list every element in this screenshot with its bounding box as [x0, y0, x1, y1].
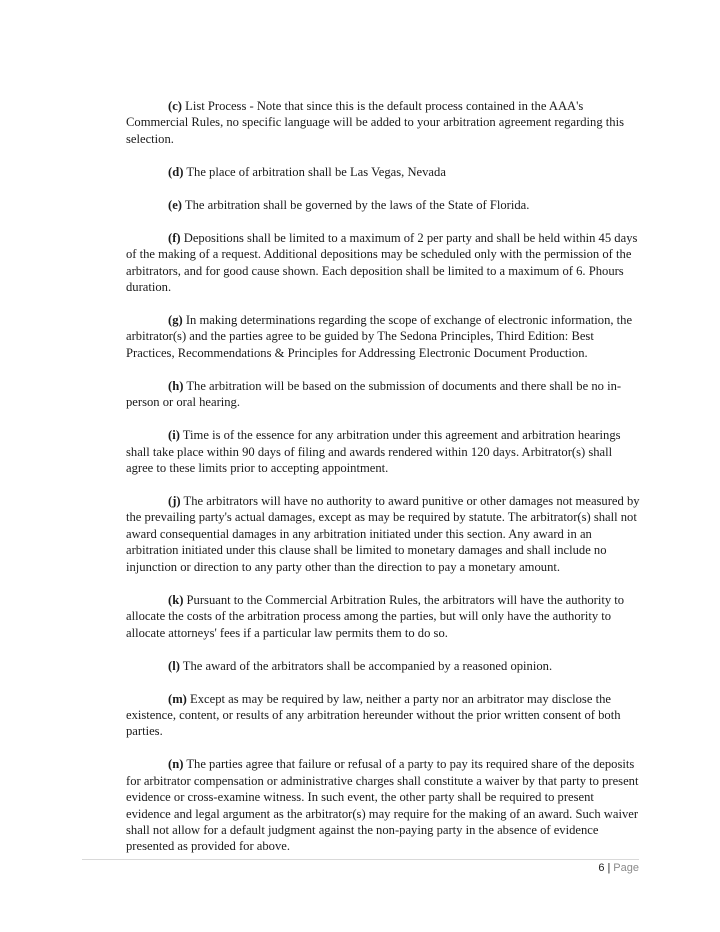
clause-label: (d): [168, 164, 184, 179]
clause-label: (m): [168, 691, 187, 706]
clause-label: (c): [168, 99, 182, 113]
clause-text: Depositions shall be limited to a maximum of 2 per party and shall be held within 45 days of the making of a request. Additional depositions may be scheduled only with the permission of the arbitrators, and for good cause shown. Each deposition shall be limited to a maximum of 6. Phours duration.: [126, 230, 638, 295]
clause-n: [126, 756, 640, 854]
clause-text: The arbitrators will have no authority to award punitive or other damages not measured by the prevailing party's actual damages, except as may be required by statute. The arbitrator(s) shall not award consequential damages in any arbitration initiated under this section. Any award in an arbitration initiated under this clause shall be limited to monetary damages and shall include no injunction or direction to any party other than the direction to pay a monetary amount.: [126, 494, 640, 574]
clause-k: [126, 592, 640, 641]
clause-label: (k): [168, 592, 184, 607]
clause-text: The place of arbitration shall be Las Vegas, Nevada: [183, 164, 446, 179]
footer-divider: [82, 859, 639, 860]
clause-label: (l): [168, 658, 180, 673]
clause-label: (e): [168, 197, 182, 212]
footer-separator: |: [607, 862, 611, 874]
clause-m: [126, 691, 640, 740]
clause-label: (f): [168, 230, 181, 245]
clause-j: [126, 493, 640, 575]
clause-label: (i): [168, 428, 180, 443]
clause-c: [126, 98, 640, 147]
clause-d: [126, 164, 640, 180]
clause-text: List Process - Note that since this is the default process contained in the AAA's Commercial Rules, no specific language will be added to your arbitration agreement regarding this selection.: [126, 99, 624, 146]
clause-text: The arbitration will be based on the submission of documents and there shall be no in-person or oral hearing.: [126, 378, 622, 410]
clause-text: In making determinations regarding the scope of exchange of electronic information, the arbitrator(s) and the parties agree to be guided by The Sedona Principles, Third Edition: Best Practices, Recommendations & Principles for Addressing Electronic Document Production.: [126, 313, 633, 360]
clause-label: (g): [168, 313, 183, 328]
clause-text: The arbitration shall be governed by the laws of the State of Florida.: [181, 197, 530, 212]
clause-h: [126, 378, 640, 411]
page-footer: [598, 862, 639, 874]
clause-g: [126, 312, 640, 361]
clause-text: The parties agree that failure or refusal of a party to pay its required share of the deposits for arbitrator compensation or administrative charges shall constitute a waiver by that party to present evidence or cross-examine witness. In such event, the other party shall be required to present evidence and legal argument as the arbitrator(s) may require for the making of an award. Such waiver shall not allow for a default judgment against the non-paying party in the absence of evidence presented as provided for above.: [126, 757, 639, 854]
clause-text: Pursuant to the Commercial Arbitration Rules, the arbitrators will have the authority to allocate the costs of the arbitration process among the parties, but will only have the authority to allocate attorneys' fees if a particular law permits them to do so.: [126, 592, 625, 640]
clause-l: [126, 658, 640, 674]
clause-label: (j): [168, 494, 181, 509]
clause-label: (n): [168, 757, 184, 772]
document-body: [126, 98, 640, 871]
clause-text: The award of the arbitrators shall be accompanied by a reasoned opinion.: [179, 658, 553, 673]
page-word: Page: [613, 862, 639, 874]
clause-label: (h): [168, 378, 184, 393]
clause-e: [126, 197, 640, 213]
page-number: 6: [598, 862, 605, 874]
clause-i: [126, 427, 640, 476]
clause-f: [126, 230, 640, 296]
clause-text: Except as may be required by law, neither a party nor an arbitrator may disclose the existence, content, or results of any arbitration hereunder without the prior written consent of both parties.: [126, 691, 621, 739]
clause-text: Time is of the essence for any arbitration under this agreement and arbitration hearings shall take place within 90 days of filing and awards rendered within 120 days. Arbitrator(s) shall agree to these limits prior to accepting appointment.: [126, 428, 621, 476]
